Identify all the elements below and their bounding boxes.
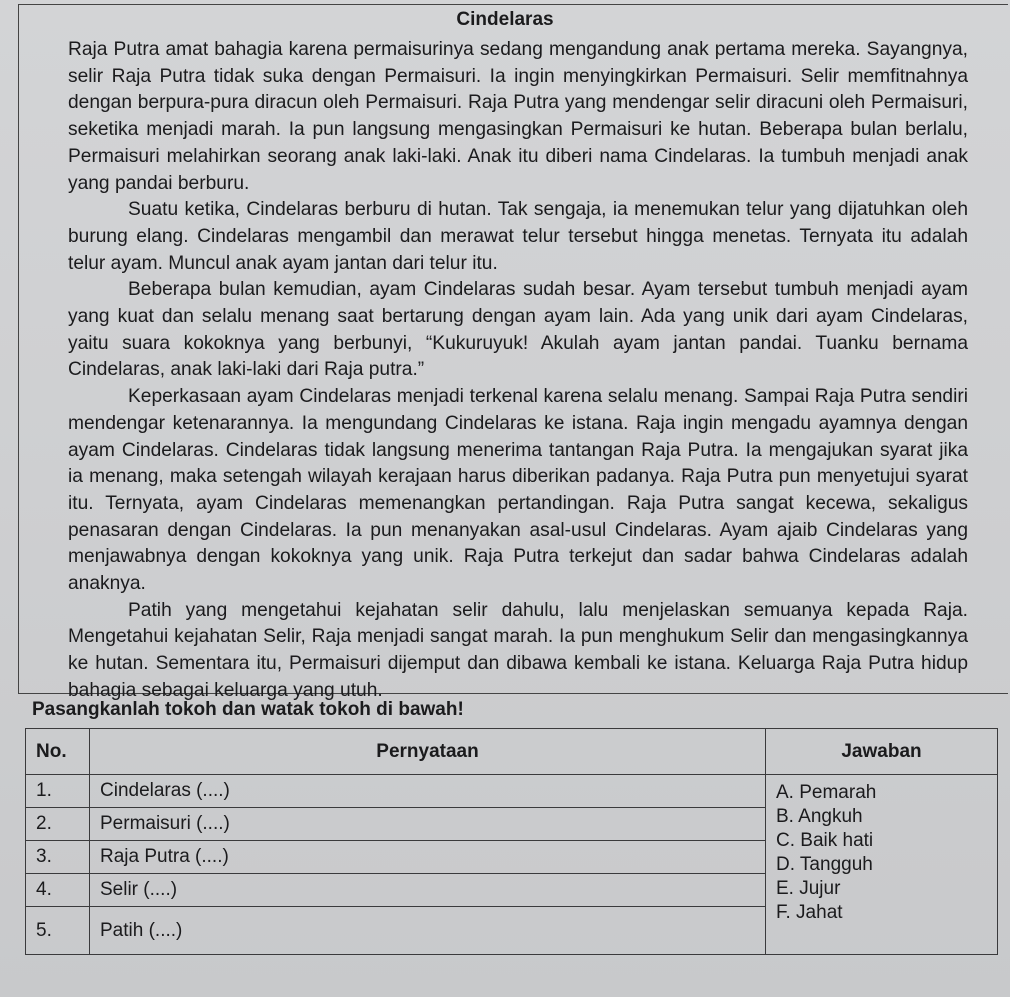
story-paragraph-1: Raja Putra amat bahagia karena permaisurinya sedang mengandung anak pertama mereka. Sayangnya, selir Raja Putra tidak suka dengan Permaisuri. Ia ingin menyingkirkan Permaisuri. Selir memfitnahnya dengan berpura-pura diracun oleh Permaisuri. Raja Putra yang mendengar selir diracuni oleh Permaisuri, seketika menjadi marah. Ia pun langsung mengasingkan Permaisuri ke hutan. Beberapa bulan berlalu, Permaisuri melahirkan seorang anak laki-laki. Anak itu diberi nama Cindelaras. Ia tumbuh menjadi anak yang pandai berburu. bbox=[68, 39, 968, 194]
story-paragraph-2: Suatu ketika, Cindelaras berburu di hutan. Tak sengaja, ia menemukan telur yang dijatuhkan oleh burung elang. Cindelaras mengambil dan merawat telur tersebut hingga menetas. Ternyata itu adalah telur ayam. Muncul anak ayam jantan dari telur itu. bbox=[68, 199, 968, 274]
answer-option-c: C. Baik hati bbox=[776, 830, 874, 851]
row-statement: Cindelaras (....) bbox=[90, 775, 766, 808]
answer-option-d: D. Tangguh bbox=[776, 854, 873, 875]
row-number: 3. bbox=[26, 841, 90, 874]
row-number: 1. bbox=[26, 775, 90, 808]
answer-option-f: F. Jahat bbox=[776, 902, 843, 923]
table-header-row bbox=[26, 729, 998, 775]
answer-option-e: E. Jujur bbox=[776, 878, 841, 899]
story-paragraph-3: Beberapa bulan kemudian, ayam Cindelaras sudah besar. Ayam tersebut tumbuh menjadi ayam yang kuat dan selalu menang saat bertarung dengan ayam lain. Ada yang unik dari ayam Cindelaras, yaitu suara kokoknya yang berbunyi, “Kukuruyuk! Akulah ayam jantan pandai. Tuanku bernama Cindelaras, anak laki-laki dari Raja putra.” bbox=[68, 279, 968, 381]
row-number: 5. bbox=[26, 907, 90, 955]
answer-option-b: B. Angkuh bbox=[776, 806, 863, 827]
row-statement: Permaisuri (....) bbox=[90, 808, 766, 841]
row-statement: Raja Putra (....) bbox=[90, 841, 766, 874]
header-answer: Jawaban bbox=[766, 729, 998, 775]
row-statement: Selir (....) bbox=[90, 874, 766, 907]
story-title: Cindelaras bbox=[456, 9, 554, 30]
story-paragraph-5: Patih yang mengetahui kejahatan selir dahulu, lalu menjelaskan semuanya kepada Raja. Mengetahui kejahatan Selir, Raja menjadi sangat marah. Ia pun menghukum Selir dan mengasingkannya ke hutan. Sementara itu, Permaisuri dijemput dan dibawa kembali ke istana. Keluarga Raja Putra hidup bahagia sebagai keluarga yang utuh. bbox=[68, 599, 968, 701]
row-number: 2. bbox=[26, 808, 90, 841]
table-row bbox=[26, 775, 998, 808]
header-statement: Pernyataan bbox=[90, 729, 766, 775]
exercise-instruction: Pasangkanlah tokoh dan watak tokoh di bawah! bbox=[32, 699, 464, 720]
answer-option-a: A. Pemarah bbox=[776, 782, 877, 803]
story-paragraph-4: Keperkasaan ayam Cindelaras menjadi terkenal karena selalu menang. Sampai Raja Putra sendiri mendengar ketenarannya. Ia mengundang Cindelaras ke istana. Raja ingin mengadu ayamnya dengan ayam Cindelaras. Cindelaras tidak langsung menerima tantangan Raja Putra. Ia mengajukan syarat jika ia menang, maka setengah wilayah kerajaan harus diberikan padanya. Raja Putra pun menyetujui syarat itu. Ternyata, ayam Cindelaras memenangkan pertandingan. Raja Putra sangat kecewa, sekaligus penasaran dengan Cindelaras. Ia pun menanyakan asal-usul Cindelaras. Ayam ajaib Cindelaras yang menjawabnya dengan kokoknya yang unik. Raja Putra terkejut dan sadar bahwa Cindelaras adalah anaknya. bbox=[68, 386, 968, 595]
header-no: No. bbox=[26, 729, 90, 775]
row-number: 4. bbox=[26, 874, 90, 907]
matching-table bbox=[25, 728, 998, 955]
story-text bbox=[68, 37, 968, 705]
row-statement: Patih (....) bbox=[90, 907, 766, 955]
answer-options bbox=[766, 775, 998, 955]
